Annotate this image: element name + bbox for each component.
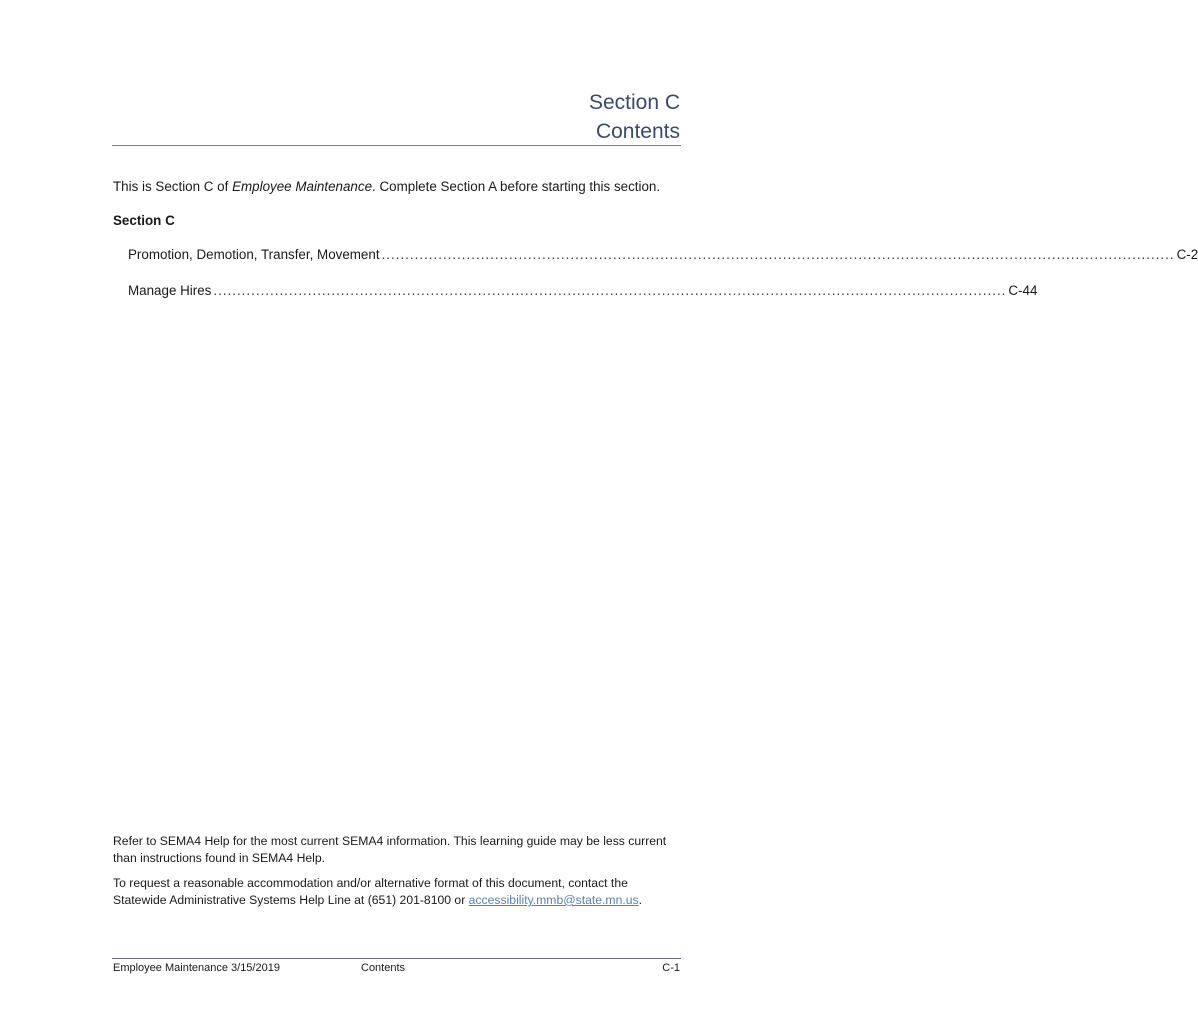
footer-page-number: C-1 bbox=[662, 962, 680, 974]
table-of-contents bbox=[128, 246, 1198, 318]
title-divider bbox=[112, 145, 681, 146]
footer-section-name: Contents bbox=[361, 962, 406, 974]
title-line-2: Contents bbox=[595, 120, 680, 143]
footer-doc-title: Employee Maintenance 3/15/2019 bbox=[113, 962, 280, 974]
accommodation-note bbox=[113, 875, 683, 909]
help-note: Refer to SEMA4 Help for the most current SEMA4 information. This learning guide may be less current than instructions found in SEMA4 Help. bbox=[113, 834, 667, 865]
toc-leader-dots: ........................................................................................................................................................................ bbox=[381, 247, 1175, 262]
toc-leader-dots: ........................................................................................................................................................................ bbox=[213, 283, 1007, 298]
toc-entry-label: Promotion, Demotion, Transfer, Movement bbox=[128, 247, 380, 262]
footer-divider bbox=[112, 958, 681, 959]
toc-entry[interactable] bbox=[128, 246, 1198, 264]
toc-entry-label: Manage Hires bbox=[128, 283, 212, 298]
toc-entry-page: C-44 bbox=[1008, 283, 1038, 298]
accommodation-end: . bbox=[638, 893, 642, 907]
accessibility-email-link[interactable]: accessibility.mmb@state.mn.us bbox=[468, 893, 639, 907]
section-heading: Section C bbox=[113, 213, 175, 228]
intro-doc-name: Employee Maintenance bbox=[232, 179, 373, 194]
toc-entry[interactable] bbox=[128, 282, 1038, 300]
intro-paragraph bbox=[113, 178, 693, 196]
intro-prefix: This is Section C of bbox=[113, 179, 233, 194]
page-title bbox=[589, 88, 680, 146]
intro-suffix: . Complete Section A before starting this section. bbox=[372, 179, 661, 194]
toc-entry-page: C-2 bbox=[1176, 247, 1198, 262]
accommodation-text: To request a reasonable accommodation and/or alternative format of this document, contact the Statewide Administrative Systems Help Line at (651) 201-8100 or bbox=[113, 876, 628, 907]
title-line-1: Section C bbox=[588, 91, 680, 114]
